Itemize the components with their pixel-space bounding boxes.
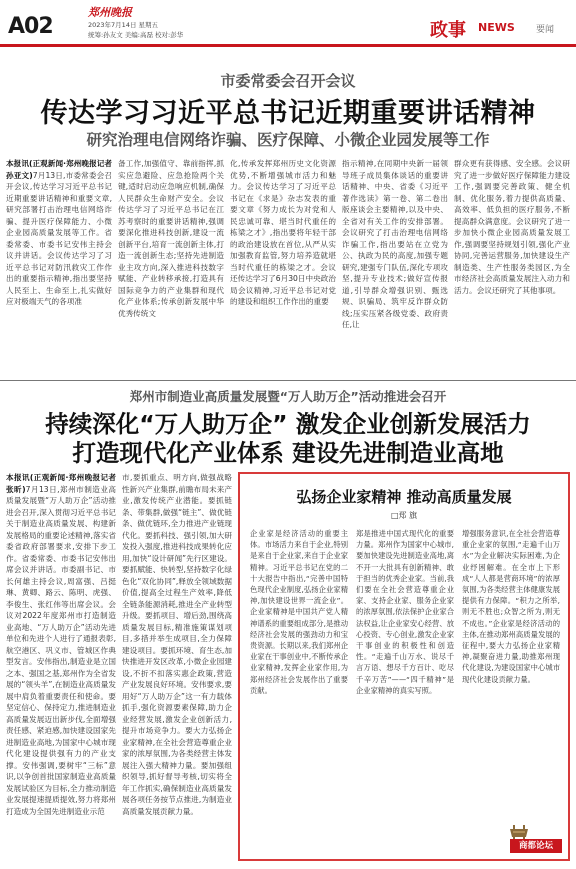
column-badge <box>496 823 562 853</box>
story1-col1-text: 7月13日,市委常委会召开会议,传达学习习近平总书记近期重要讲话精神和重要文章,研究部署打击治理电信网络诈骗、提升医疗保障能力、小微企业园高质量发展等工作。省委常委、市委书记安伟主持会议并讲话。会议传达学习了习近平总书记对防汛救灾工作作出的重要指示精神,指出要坚持人民至上、生命至上,扎实做好应对极端天气的各项准 <box>6 170 112 306</box>
commentary-column-1: 企业家是经济活动的重要主体。市场活力来自于企业,特别是来自于企业家,来自于企业家精神。习近平总书记在党的二十大报告中指出,“完善中国特色现代企业制度,弘扬企业家精神,加快建设世界一流企业”。企业家精神是中国共产党人精神谱系的重要组成部分,是推动经济社会发展的强劲动力和宝贵资源。长期以来,我们郑州企业家在干事创业中,不断传承企业家精神,发挥企业家作用,为郑州经济社会发展作出了重要贡献。 <box>250 529 348 695</box>
badge-label: 商都论坛 <box>510 839 562 853</box>
story1-column-2: 备工作,加强值守、靠前指挥,抓实应急避险、应急抢险两个关键,适时启动应急响应机制,确保人民群众生命财产安全。会议传达学习了习近平总书记在江苏考察时的重要讲话精神,强调要深化推进科技创新,建设一流创新平台,培育一流创新主体,打造一流创新生态;坚持先进制造业主攻方向,深入推进科技数字赋能、产业转移承接,打造具有国际竞争力的产业集群和现代化产业体系;传承创新发展中华优秀传统文 <box>118 159 224 318</box>
story1-column-1 <box>6 158 112 370</box>
story2-byline: 本报讯(正观新闻·郑州晚报记者 张昕) <box>6 473 116 494</box>
story-divider <box>0 380 576 381</box>
story1-kicker: 市委常委会召开会议 <box>220 72 356 90</box>
story1-column-5: 群众更有获得感、安全感。会议研究了进一步做好医疗保障能力建设工作,强调要完善政策、健全机制、优化服务,着力提供高质量、高效率、低负担的医疗服务,不断提高群众满意度。会议研究了进一步加快小微企业园高质量发展工作,强调要坚持规划引领,强化产业协同,完善运营服务,加快建设生产制造类、生产性服务类园区,为全市经济社会高质量发展注入动力和活力。会议还研究了其他事项。 <box>454 159 570 295</box>
story1-byline: 本报讯(正观新闻·郑州晚报记者 孙亚文) <box>6 159 112 180</box>
commentary-column-2: 郑是推进中国式现代化的重要力量。郑州作为国家中心城市,要加快建设先进制造业高地,离不开一大批具有创新精神、敢于担当的优秀企业家。当前,我们要在全社会营造尊重企业家、支持企业家、服务企业家的浓厚氛围,依法保护企业家合法权益,让企业家安心经营、放心投资、专心创业,激发企业家干事创业的积极性和创造性。“走遍千山万水、说尽千言万语、想尽千方百计、吃尽千辛万苦”——“四千精神”是企业家精神的真实写照。 <box>356 529 454 695</box>
section-title: 政事 <box>430 20 466 41</box>
story2-headline-line1: 持续深化“万人助万企” 激发企业创新发展活力 <box>45 410 531 438</box>
story2-col1-text: 7月13日,郑州市制造业高质量发展暨“万人助万企”活动推进会召开,深入贯彻习近平总书记关于制造业高质量发展、构建新发展格局的重要论述精神,落实省委省政府部署要求,安排下步工作。省委常委、市委书记安伟出席会议并讲话。市委副书记、市长何雄主持会议,周富强、吕挺琳、黄卿、路云、陈明、虎强、李俊生、张红伟等出席会议。会议对2022年度郑州市打造制造业高地、“万人助万企”活动先进单位和先进个人进行了通报表彰,航空港区、巩义市、管城区作典型发言。安伟指出,制造业是立国之本、强国之基,郑州作为全省发展的“领头羊”,在制造业高质量发展中肩负着重要责任和使命。要坚定信心、保持定力,推进制造业高质量发展迈出新步伐,全面增强责任感、紧迫感,加快建设国家先进制造业高地,为国家中心城市现代化建设提供强有力的产业支撑。安伟强调,要树牢“三标”意识,以争创首批国家制造业高质量发展试验区为目标,全力推动制造业发展提速提质提效,努力将郑州打造成为全国先进制造业示范 <box>6 484 116 816</box>
story1-column-4: 指示精神,在同期中央新一届领导班子成员集体谈话的重要讲话精神、中央、省委《习近平著作选读》第一卷、第二卷出版座谈会主要精神,以及中央、全省对有关工作的安排部署。会议研究了打击治理电信网络诈骗工作,指出要站在立党为公、执政为民的高度,加强专题研究,建强专门队伍,深化专项攻坚,提升专业技术;做好宣传报道,引导群众增强识别、甄选规、识骗局、筑牢反诈群众防线;压实压紧各级党委、政府责任,让 <box>342 159 448 329</box>
newspaper-logo: 郑州晚报 <box>88 6 132 19</box>
story1-column-3: 化,传承发挥郑州历史文化资源优势,不断增强城市活力和魅力。会议传达学习了习近平总书记在《求是》杂志发表的重要文章《努力成长为对党和人民忠诚可靠、堪当时代重任的栋梁之才》,指出要将年轻干部的政治建设放在首位,从严从实加强教育监管,努力培养造就堪当时代重任的栋梁之才。会议还传达学习了6月30日中央政治局会议精神,习近平总书记对党的建设和组织工作作出的重要 <box>230 159 336 306</box>
commentary-title: 弘扬企业家精神 推动高质量发展 <box>296 488 512 506</box>
masthead <box>0 0 576 48</box>
story2-headline-line2: 打造现代化产业体系 建设先进制造业高地 <box>72 439 504 467</box>
story2-kicker: 郑州市制造业高质量发展暨“万人助万企”活动推进会召开 <box>129 389 447 404</box>
section-subtitle: 要闻 <box>536 25 555 35</box>
story1-headline: 传达学习习近平总书记近期重要讲话精神 <box>40 98 536 129</box>
section-news-label: NEWS <box>478 21 515 34</box>
commentary-box <box>238 472 570 861</box>
story2-column-2: 市,要抓重点、明方向,做强战略性新兴产业集群,前瞻布局未来产业,激发传统产业潜能。要抓链条、带集群,做强“链主”、做优链条、做优链环,全力推进产业链现代化。要抓科技、强引领,加大研发投入强度,推进科技成果转化应用,加快“设计研闻”先行区建设。要抓赋能、快转型,坚持数字化绿色化“双化协同”,释放全领域数据价值,提高全过程生产效率,降低全链条能源消耗,推进全产业转型升级。要抓项目、增后劲,围绕高质量发展目标,精准施策谋划项目,多措并举生成项目,全力保障建设项目。要抓环境、育生态,加快推进开发区改革,小微企业园建设,不折不扣落实惠企政策,营造产业发展良好环境。安伟要求,要用好“万人助万企”这一有力载体抓手,强化资源要素保障,助力企业经营发展,激发企业创新活力,提升市场竞争力。要大力弘扬企业家精神,在全社会营造尊重企业家的浓厚氛围,为各类经营主体发展注入强大精神力量。要加强组织领导,抓好督导考核,切实将全年工作抓实,确保制造业高质量发展各项任务按节点推进,为制造业高质量发展贡献力量。 <box>122 473 232 816</box>
story2-column-1 <box>6 472 116 862</box>
masthead-rule <box>0 44 576 47</box>
commentary-author: □郑 旗 <box>390 511 418 520</box>
page-number: A02 <box>8 14 53 39</box>
story1-subhead: 研究治理电信网络诈骗、医疗保障、小微企业园发展等工作 <box>86 131 490 149</box>
date-line: 2023年7月14日 星期五 <box>88 21 159 29</box>
staff-line: 统筹:孙友文 美编:高磊 校对:彭华 <box>88 31 184 39</box>
commentary-column-3: 增强服务意识,在全社会营造尊重企业家的氛围,“走遍千山万水”为企业解决实际困难,为企业纾困解难。在全市上下形成“人人都是营商环境”的浓厚氛围,为各类经营主体健康发展提供有力保障。“积力之所举,则无不胜也;众智之所为,则无不成也。”企业家是经济活动的主体,在推动郑州高质量发展的征程中,要大力弘扬企业家精神,凝聚奋进力量,助推郑州现代化建设,为建设国家中心城市现代化建设贡献力量。 <box>462 529 560 684</box>
